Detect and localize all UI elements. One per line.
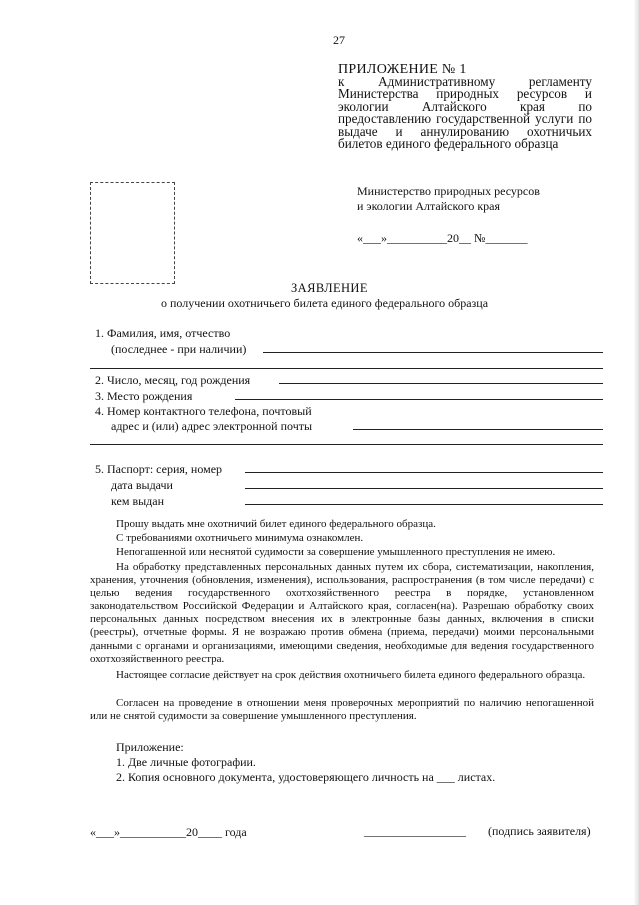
page-edge-shadow <box>634 0 640 905</box>
paragraph-personal-data-consent: На обработку представленных персональных данных путем их сбора, систематизации, накопления, хранения, уточнения (обновления, изменения), использования, распространения (в том числе передачи) с целью ведения государственного охотхозяйственного реестра в порядке, установленном законодательством Российской Федерации и Алтайского края, согласен(на). Разрешаю обработку своих персональных данных посредством внесения их в электронные базы данных, включения в списки (реестры), отчетные формы. Я не возражаю против обмена (приема, передачи) моими персональными данными с органами и организациями, имеющими сведения, необходимые для ведения государственного охотхозяйственного реестра. <box>90 561 594 665</box>
appendix-body: к Административному регламенту Министерства природных ресурсов и экологии Алтайского края по предоставлению государственной услуги по выдаче и аннулированию охотничьих билетов единого федерального образца <box>338 74 592 152</box>
paragraph-request: Прошу выдать мне охотничий билет единого федерального образца. <box>116 518 436 530</box>
addressee-line-2: и экологии Алтайского края <box>357 199 501 213</box>
appendix-title: ПРИЛОЖЕНИЕ № 1 <box>338 62 467 77</box>
registration-date-number: «___»__________20__ №_______ <box>357 231 528 245</box>
signature-line[interactable]: _________________ <box>364 824 466 838</box>
paragraph-consent-term: Настоящее согласие действует на срок действия охотничьего билета единого федерального образца. <box>116 669 586 681</box>
field-label-contacts: 4. Номер контактного телефона, почтовый <box>95 404 312 418</box>
passport-number-input-line[interactable] <box>245 472 603 473</box>
contacts-input-line-2[interactable] <box>90 444 603 445</box>
full-name-input-line-2[interactable] <box>90 368 603 369</box>
footer-date: «___»___________20____ года <box>90 825 247 839</box>
passport-issuer-input-line[interactable] <box>245 504 603 505</box>
document-title: ЗАЯВЛЕНИЕ <box>291 281 368 295</box>
attachments-title: Приложение: <box>116 740 184 754</box>
paragraph-no-conviction: Непогашенной или неснятой судимости за совершение умышленного преступления не имею. <box>116 546 556 558</box>
passport-date-input-line[interactable] <box>245 488 603 489</box>
field-label-passport-number: 5. Паспорт: серия, номер <box>95 462 223 476</box>
photo-placeholder <box>90 182 175 284</box>
field-label-passport-issuer: кем выдан <box>111 494 165 508</box>
field-label-contacts-note: адрес и (или) адрес электронной почты <box>111 419 313 433</box>
addressee-line-1: Министерство природных ресурсов <box>357 184 540 198</box>
signature-label: (подпись заявителя) <box>488 824 591 838</box>
document-subtitle: о получении охотничьего билета единого федерального образца <box>161 296 489 310</box>
attachment-item-2: 2. Копия основного документа, удостоверяющего личность на ___ листах. <box>116 770 496 784</box>
attachment-item-1: 1. Две личные фотографии. <box>116 755 256 769</box>
birth-date-input-line[interactable] <box>279 383 603 384</box>
paragraph-minimum: С требованиями охотничьего минимума ознакомлен. <box>116 532 364 544</box>
paragraph-verification-consent: Согласен на проведение в отношении меня проверочных мероприятий по наличию непогашенной или не снятой судимости за совершение умышленного преступления. <box>90 697 594 723</box>
field-label-birth-place: 3. Место рождения <box>95 389 193 403</box>
page-number: 27 <box>333 33 345 47</box>
field-label-full-name: 1. Фамилия, имя, отчество <box>95 326 231 340</box>
field-label-full-name-note: (последнее - при наличии) <box>111 342 247 356</box>
contacts-input-line[interactable] <box>353 429 603 430</box>
birth-place-input-line[interactable] <box>235 399 603 400</box>
field-label-birth-date: 2. Число, месяц, год рождения <box>95 373 251 387</box>
field-label-passport-date: дата выдачи <box>111 478 173 492</box>
full-name-input-line[interactable] <box>263 352 603 353</box>
